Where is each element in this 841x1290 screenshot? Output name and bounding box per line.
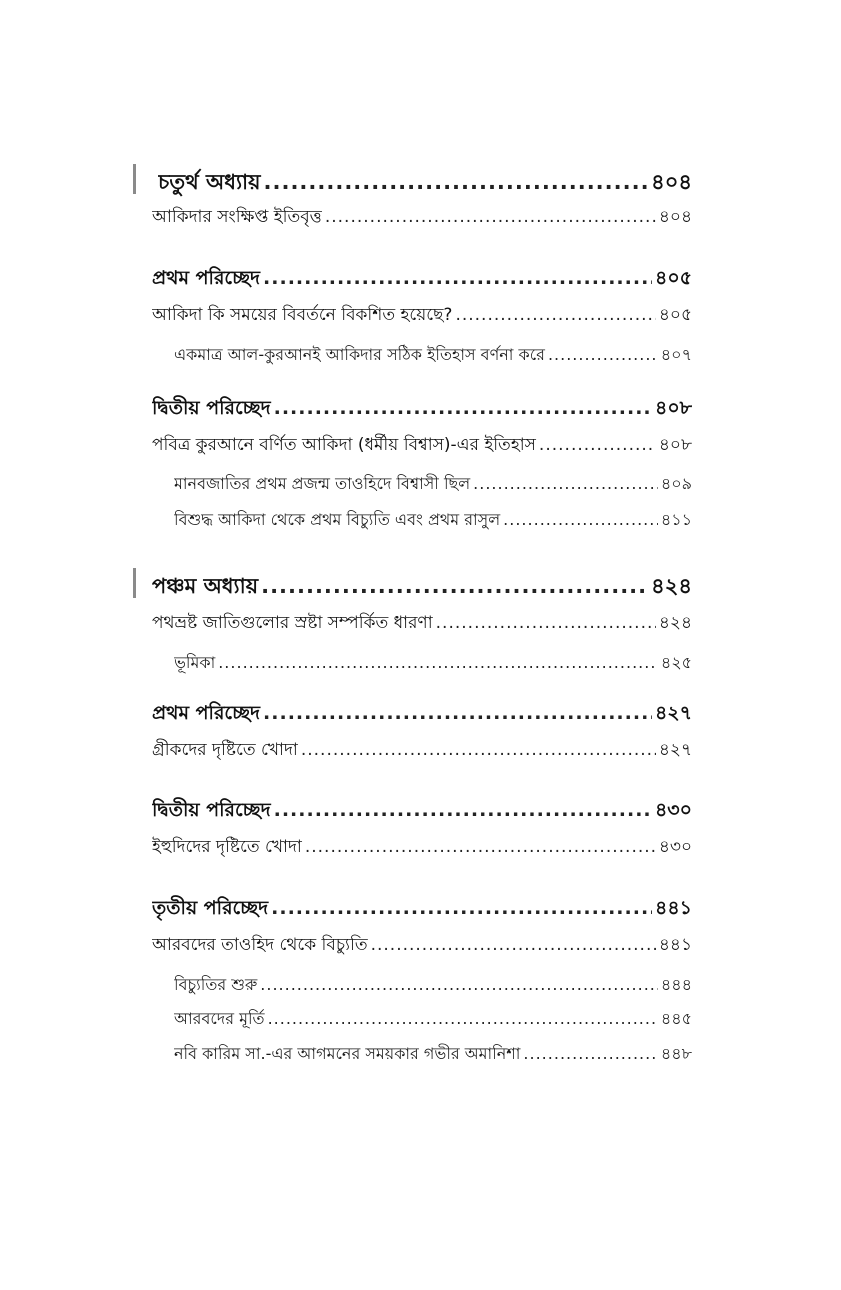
toc-title: মানবজাতির প্রথম প্রজন্ম তাওহিদে বিশ্বাসী ছিল xyxy=(174,474,471,493)
toc-page-number: ৪৩০ xyxy=(654,799,692,821)
toc-title: প্রথম পরিচ্ছেদ xyxy=(152,702,261,724)
toc-entry-row[interactable] xyxy=(152,204,692,232)
toc-title: পঞ্চম অধ্যায় xyxy=(152,574,259,598)
toc-subentry-row[interactable] xyxy=(174,342,692,369)
toc-page-number: ৪৪১ xyxy=(655,897,692,919)
toc-title: আকিদা কি সময়ের বিবর্তনে বিকশিত হয়েছে? xyxy=(152,305,453,325)
toc-page-number: ৪০৫ xyxy=(654,267,692,289)
toc-page-number: ৪২৪ xyxy=(651,574,692,598)
chapter-marker-bar xyxy=(133,568,136,598)
toc-page-number: ৪২৫ xyxy=(660,653,692,672)
toc-section-row[interactable] xyxy=(152,796,692,828)
dot-leader xyxy=(503,510,658,529)
toc-entry-row[interactable] xyxy=(152,834,692,862)
toc-entry-row[interactable] xyxy=(152,432,692,460)
toc-title: প্রথম পরিচ্ছেদ xyxy=(152,267,261,289)
toc-title: গ্রীকদের দৃষ্টিতে খোদা xyxy=(152,740,298,760)
toc-entry-row[interactable] xyxy=(152,610,692,638)
toc-subentry-row[interactable] xyxy=(174,1041,692,1068)
toc-chapter-row[interactable] xyxy=(158,166,692,201)
toc-subentry-row[interactable] xyxy=(174,650,692,677)
toc-page-number: ৪০৪ xyxy=(658,207,692,227)
dot-leader xyxy=(523,1044,657,1063)
toc-page-number: ৪২৭ xyxy=(658,740,692,760)
toc-title: আকিদার সংক্ষিপ্ত ইতিবৃত্ত xyxy=(152,207,322,227)
toc-page-number: ৪৪৪ xyxy=(660,975,692,994)
dot-leader xyxy=(263,267,652,289)
toc-page-number: ৪২৪ xyxy=(658,613,692,633)
toc-title: একমাত্র আল-কুরআনই আকিদার সঠিক ইতিহাস বর্ণনা করে xyxy=(174,345,545,364)
toc-page-number: ৪৪৫ xyxy=(660,1009,692,1028)
dot-leader xyxy=(268,1009,658,1028)
dot-leader xyxy=(301,740,656,760)
dot-leader xyxy=(305,837,656,857)
dot-leader xyxy=(325,207,656,227)
dot-leader xyxy=(455,305,655,325)
toc-section-row[interactable] xyxy=(152,394,692,426)
toc-chapter-row[interactable] xyxy=(152,570,692,605)
dot-leader xyxy=(436,613,656,633)
dot-leader xyxy=(548,345,658,364)
toc-page-number: ৪৩০ xyxy=(658,837,692,857)
toc-entry-row[interactable] xyxy=(152,302,692,330)
toc-title: দ্বিতীয় পরিচ্ছেদ xyxy=(152,397,271,419)
toc-title: পবিত্র কুরআনে বর্ণিত আকিদা (ধর্মীয় বিশ্বাস)-এর ইতিহাস xyxy=(152,435,536,455)
toc-page-number: ৪০৮ xyxy=(654,397,692,419)
toc-subentry-row[interactable] xyxy=(174,507,692,534)
toc-entry-row[interactable] xyxy=(152,737,692,765)
toc-title: ভূমিকা xyxy=(174,653,216,672)
toc-title: বিচ্যুতির শুরু xyxy=(174,975,258,994)
toc-page-number: ৪৪৮ xyxy=(660,1044,692,1063)
toc-subentry-row[interactable] xyxy=(174,972,692,999)
chapter-marker-bar xyxy=(133,164,136,194)
dot-leader xyxy=(260,975,658,994)
dot-leader xyxy=(218,653,658,672)
toc-page-number: ৪০৭ xyxy=(660,345,692,364)
toc-title: ইহুদিদের দৃষ্টিতে খোদা xyxy=(152,837,302,857)
toc-page-number: ৪০৯ xyxy=(660,474,692,493)
dot-leader xyxy=(371,935,656,955)
dot-leader xyxy=(263,702,652,724)
toc-title: তৃতীয় পরিচ্ছেদ xyxy=(152,897,269,919)
toc-title: দ্বিতীয় পরিচ্ছেদ xyxy=(152,799,271,821)
toc-subentry-row[interactable] xyxy=(174,471,692,498)
toc-section-row[interactable] xyxy=(152,264,692,296)
dot-leader xyxy=(261,574,648,598)
toc-subentry-row[interactable] xyxy=(174,1006,692,1033)
dot-leader xyxy=(539,435,656,455)
toc-title: বিশুদ্ধ আকিদা থেকে প্রথম বিচ্যুতি এবং প্রথম রাসুল xyxy=(174,510,501,529)
toc-title: নবি কারিম সা.-এর আগমনের সময়কার গভীর অমানিশা xyxy=(174,1044,521,1063)
toc-section-row[interactable] xyxy=(152,699,692,731)
toc-page-number: ৪০৪ xyxy=(651,170,692,194)
dot-leader xyxy=(274,799,652,821)
dot-leader xyxy=(274,397,652,419)
toc-entry-row[interactable] xyxy=(152,932,692,960)
toc-title: পথভ্রষ্ট জাতিগুলোর স্রষ্টা সম্পর্কিত ধারণা xyxy=(152,613,433,633)
toc-title: আরবদের মূর্তি xyxy=(174,1009,265,1028)
dot-leader xyxy=(264,170,649,194)
toc-page-number: ৪৪১ xyxy=(658,935,692,955)
toc-section-row[interactable] xyxy=(152,894,692,926)
toc-page-number: ৪১১ xyxy=(660,510,692,529)
dot-leader xyxy=(473,474,658,493)
toc-page-number: ৪২৭ xyxy=(654,702,692,724)
toc-page-number: ৪০৫ xyxy=(658,305,692,325)
toc-title: চতুর্থ অধ্যায় xyxy=(158,170,261,194)
dot-leader xyxy=(271,897,652,919)
toc-title: আরবদের তাওহিদ থেকে বিচ্যুতি xyxy=(152,935,368,955)
toc-page-number: ৪০৮ xyxy=(658,435,692,455)
